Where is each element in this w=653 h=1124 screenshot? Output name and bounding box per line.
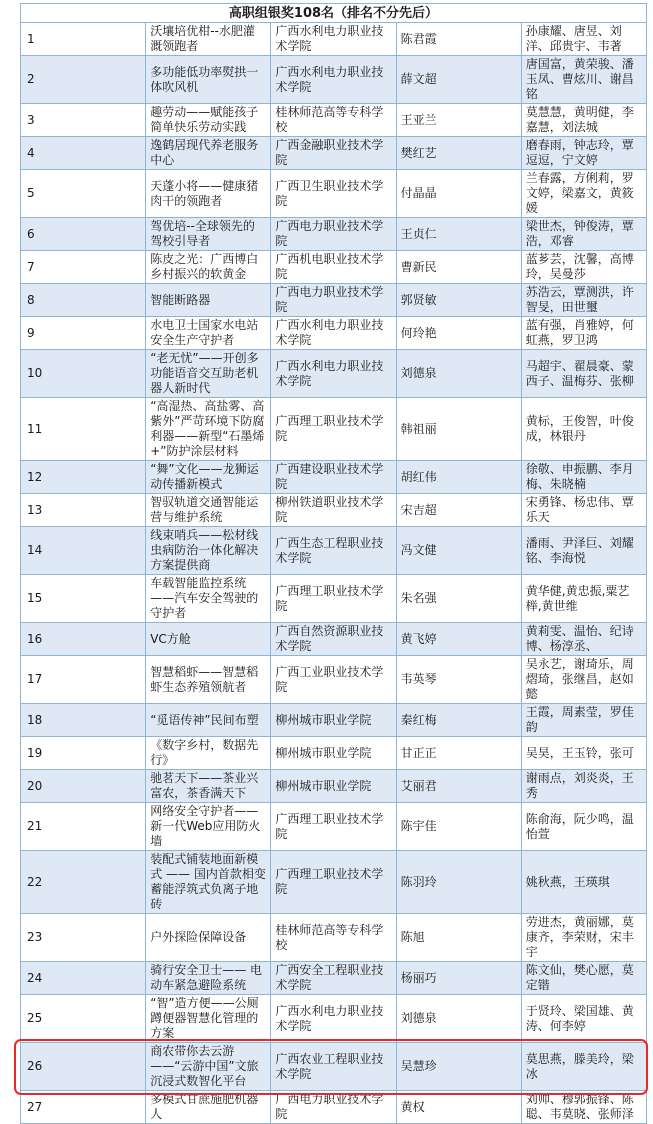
school-name: 广西水利电力职业技术学院 — [271, 317, 396, 350]
team-members: 黄华健,黄忠振,粟艺榉,黄世维 — [521, 575, 646, 623]
project-name: 多模式甘蔗施肥机器人 — [146, 1091, 271, 1124]
school-name: 广西农业工程职业技术学院 — [271, 1043, 396, 1091]
project-name: 车载智能监控系统——汽车安全驾驶的守护者 — [146, 575, 271, 623]
project-name: 智慧稻虾——智慧稻虾生态养殖领航者 — [146, 656, 271, 704]
team-members: 蓝芗芸，沈馨，高博玲，吴曼莎 — [521, 251, 646, 284]
leader-name: 韦英琴 — [396, 656, 521, 704]
row-number: 11 — [21, 398, 146, 461]
table-row — [21, 623, 647, 656]
school-name: 广西水利电力职业技术学院 — [271, 56, 396, 104]
school-name: 广西金融职业技术学院 — [271, 137, 396, 170]
team-members: 兰春露，方俐莉，罗文婷，梁嘉文，黄筱媛 — [521, 170, 646, 218]
project-name: 商农带你去云游——“云游中国”文旅沉浸式数智化平台 — [146, 1043, 271, 1091]
school-name: 广西电力职业技术学院 — [271, 1091, 396, 1124]
leader-name: 付晶晶 — [396, 170, 521, 218]
school-name: 桂林师范高等专科学校 — [271, 914, 396, 962]
project-name: 户外探险保障设备 — [146, 914, 271, 962]
table-row — [21, 1043, 647, 1091]
project-name: 逸鹤居现代养老服务中心 — [146, 137, 271, 170]
leader-name: 陈羽玲 — [396, 851, 521, 914]
row-number: 9 — [21, 317, 146, 350]
row-number: 25 — [21, 995, 146, 1043]
leader-name: 黄飞婷 — [396, 623, 521, 656]
table-row — [21, 494, 647, 527]
row-number: 5 — [21, 170, 146, 218]
row-number: 21 — [21, 803, 146, 851]
table-row — [21, 137, 647, 170]
leader-name: 王贞仁 — [396, 218, 521, 251]
row-number: 10 — [21, 350, 146, 398]
leader-name: 何玲艳 — [396, 317, 521, 350]
table-header-row — [21, 4, 647, 23]
school-name: 柳州铁道职业技术学院 — [271, 494, 396, 527]
row-number: 17 — [21, 656, 146, 704]
school-name: 广西水利电力职业技术学院 — [271, 995, 396, 1043]
leader-name: 杨丽巧 — [396, 962, 521, 995]
leader-name: 郭贤敏 — [396, 284, 521, 317]
leader-name: 宋吉超 — [396, 494, 521, 527]
team-members: 潘雨、尹泽巨、刘耀铭、李海悦 — [521, 527, 646, 575]
leader-name: 吴慧珍 — [396, 1043, 521, 1091]
row-number: 27 — [21, 1091, 146, 1124]
team-members: 于贤玲、梁国雄、黄涛、何李婷 — [521, 995, 646, 1043]
leader-name: 黄权 — [396, 1091, 521, 1124]
table-title: 高职组银奖108名（排名不分先后） — [21, 4, 647, 23]
table-row — [21, 995, 647, 1043]
leader-name: 王亚兰 — [396, 104, 521, 137]
leader-name: 曹新民 — [396, 251, 521, 284]
team-members: 苏浩云，覃测洪，许智旻，田世璽 — [521, 284, 646, 317]
school-name: 广西理工职业技术学院 — [271, 803, 396, 851]
leader-name: 薛文超 — [396, 56, 521, 104]
table-row — [21, 398, 647, 461]
school-name: 广西水利电力职业技术学院 — [271, 350, 396, 398]
project-name: “觅语传神”民间布塑 — [146, 704, 271, 737]
project-name: 陈皮之光：广西博白乡村振兴的软黄金 — [146, 251, 271, 284]
team-members: 唐国富，黄荣骏、潘玉凤、曹炫川、谢昌铭 — [521, 56, 646, 104]
table-body — [21, 23, 647, 1124]
row-number: 14 — [21, 527, 146, 575]
team-members: 宋勇锋、杨忠伟、覃乐天 — [521, 494, 646, 527]
table-row — [21, 284, 647, 317]
award-table — [20, 3, 647, 1124]
table-row — [21, 656, 647, 704]
team-members: 姚秋燕，王瑛琪 — [521, 851, 646, 914]
row-number: 1 — [21, 23, 146, 56]
project-name: VC方舱 — [146, 623, 271, 656]
project-name: 装配式铺装地面新模式 —— 国内首款相变蓄能浮筑式负离子地砖 — [146, 851, 271, 914]
table-row — [21, 770, 647, 803]
row-number: 6 — [21, 218, 146, 251]
team-members: 马超宇、翟晨豪、蒙西子、温梅芬、张柳 — [521, 350, 646, 398]
school-name: 广西水利电力职业技术学院 — [271, 23, 396, 56]
project-name: “舞”文化——龙狮运动传播新模式 — [146, 461, 271, 494]
team-members: 刘帅、穆郭振锋、陈聪、韦莫晓、张师泽 — [521, 1091, 646, 1124]
team-members: 谢雨点，刘炎炎，王秀 — [521, 770, 646, 803]
table-row — [21, 527, 647, 575]
table-row — [21, 218, 647, 251]
school-name: 广西机电职业技术学院 — [271, 251, 396, 284]
leader-name: 秦红梅 — [396, 704, 521, 737]
row-number: 7 — [21, 251, 146, 284]
row-number: 22 — [21, 851, 146, 914]
leader-name: 冯文健 — [396, 527, 521, 575]
school-name: 柳州城市职业学院 — [271, 704, 396, 737]
school-name: 广西理工职业技术学院 — [271, 398, 396, 461]
project-name: “高湿热、高盐雾、高紫外”严苛环境下防腐利器——新型“石墨烯+”防护涂层材料 — [146, 398, 271, 461]
row-number: 26 — [21, 1043, 146, 1091]
project-name: “老无忧”——开创多功能语音交互助老机器人新时代 — [146, 350, 271, 398]
project-name: 驰茗天下——茶业兴富农，茶香满天下 — [146, 770, 271, 803]
table-row — [21, 251, 647, 284]
table-row — [21, 23, 647, 56]
team-members: 吴昊，王玉铃，张可 — [521, 737, 646, 770]
table-row — [21, 350, 647, 398]
school-name: 广西理工职业技术学院 — [271, 575, 396, 623]
school-name: 广西生态工程职业技术学院 — [271, 527, 396, 575]
team-members: 黄莉雯、温怡、纪诗博、杨淳丞、 — [521, 623, 646, 656]
row-number: 15 — [21, 575, 146, 623]
table-row — [21, 170, 647, 218]
leader-name: 艾丽君 — [396, 770, 521, 803]
school-name: 广西电力职业技术学院 — [271, 218, 396, 251]
school-name: 桂林师范高等专科学校 — [271, 104, 396, 137]
row-number: 19 — [21, 737, 146, 770]
row-number: 12 — [21, 461, 146, 494]
table-row — [21, 317, 647, 350]
project-name: “智”造方便——公厕蹲便器智慧化管理的方案 — [146, 995, 271, 1043]
table-row — [21, 56, 647, 104]
project-name: 沃壤培优柑--水肥灌溉领跑者 — [146, 23, 271, 56]
school-name: 广西电力职业技术学院 — [271, 284, 396, 317]
table-row — [21, 851, 647, 914]
school-name: 广西建设职业技术学院 — [271, 461, 396, 494]
team-members: 莫慧慧，黄明健，李嘉慧，刘法城 — [521, 104, 646, 137]
team-members: 徐敬、申振鹏、李月梅、朱晓楠 — [521, 461, 646, 494]
table-row — [21, 575, 647, 623]
row-number: 13 — [21, 494, 146, 527]
project-name: 智驭轨道交通智能运营与维护系统 — [146, 494, 271, 527]
team-members: 蓝有强，肖雅婷，何虹燕，罗卫鸿 — [521, 317, 646, 350]
project-name: 骑行安全卫士—— 电动车紧急避险系统 — [146, 962, 271, 995]
project-name: 网络安全守护者——新一代Web应用防火墙 — [146, 803, 271, 851]
project-name: 天蓬小将——健康猪肉干的领跑者 — [146, 170, 271, 218]
row-number: 16 — [21, 623, 146, 656]
row-number: 3 — [21, 104, 146, 137]
row-number: 23 — [21, 914, 146, 962]
leader-name: 樊红艺 — [396, 137, 521, 170]
school-name: 广西理工职业技术学院 — [271, 851, 396, 914]
school-name: 广西安全工程职业技术学院 — [271, 962, 396, 995]
leader-name: 朱名强 — [396, 575, 521, 623]
school-name: 柳州城市职业学院 — [271, 737, 396, 770]
school-name: 广西自然资源职业技术学院 — [271, 623, 396, 656]
project-name: 水电卫士国家水电站安全生产守护者 — [146, 317, 271, 350]
table-row — [21, 1091, 647, 1124]
team-members: 陈文仙，樊心愿，莫定锴 — [521, 962, 646, 995]
school-name: 广西工业职业技术学院 — [271, 656, 396, 704]
leader-name: 刘德泉 — [396, 350, 521, 398]
row-number: 18 — [21, 704, 146, 737]
team-members: 黄标，王俊智，叶俊成，林银丹 — [521, 398, 646, 461]
table-row — [21, 737, 647, 770]
row-number: 20 — [21, 770, 146, 803]
school-name: 柳州城市职业学院 — [271, 770, 396, 803]
school-name: 广西卫生职业技术学院 — [271, 170, 396, 218]
team-members: 王霞，周素莹，罗佳韵 — [521, 704, 646, 737]
project-name: 《数字乡村，数据先行》 — [146, 737, 271, 770]
leader-name: 陈君霞 — [396, 23, 521, 56]
project-name: 智能断路器 — [146, 284, 271, 317]
leader-name: 甘正正 — [396, 737, 521, 770]
table-row — [21, 704, 647, 737]
row-number: 2 — [21, 56, 146, 104]
row-number: 8 — [21, 284, 146, 317]
leader-name: 胡红伟 — [396, 461, 521, 494]
team-members: 吴永艺，谢琦乐，周熠琦，张继昌，赵如懿 — [521, 656, 646, 704]
project-name: 趣劳动——赋能孩子简单快乐劳动实践 — [146, 104, 271, 137]
project-name: 线束哨兵——松材线虫病防治一体化解决方案提供商 — [146, 527, 271, 575]
table-row — [21, 962, 647, 995]
table-row — [21, 461, 647, 494]
team-members: 莫思燕，滕美玲，梁冰 — [521, 1043, 646, 1091]
team-members: 磨春雨，钟志玲，覃逗逗，宁文婷 — [521, 137, 646, 170]
project-name: 多功能低功率熨拱一体吹风机 — [146, 56, 271, 104]
leader-name: 陈宇佳 — [396, 803, 521, 851]
team-members: 陈俞海，阮少鸣，温怡萱 — [521, 803, 646, 851]
leader-name: 刘德泉 — [396, 995, 521, 1043]
row-number: 4 — [21, 137, 146, 170]
project-name: 驾优培--全球领先的驾校引导者 — [146, 218, 271, 251]
leader-name: 韩祖丽 — [396, 398, 521, 461]
team-members: 劳进杰，黄丽娜，莫康齐，李荣财，宋丰宇 — [521, 914, 646, 962]
table-row — [21, 803, 647, 851]
leader-name: 陈旭 — [396, 914, 521, 962]
table-row — [21, 104, 647, 137]
table-row — [21, 914, 647, 962]
team-members: 梁世杰，钟俊涛，覃浩，邓睿 — [521, 218, 646, 251]
team-members: 孙康耀、唐昱、刘洋、邱贵宇、韦著 — [521, 23, 646, 56]
row-number: 24 — [21, 962, 146, 995]
